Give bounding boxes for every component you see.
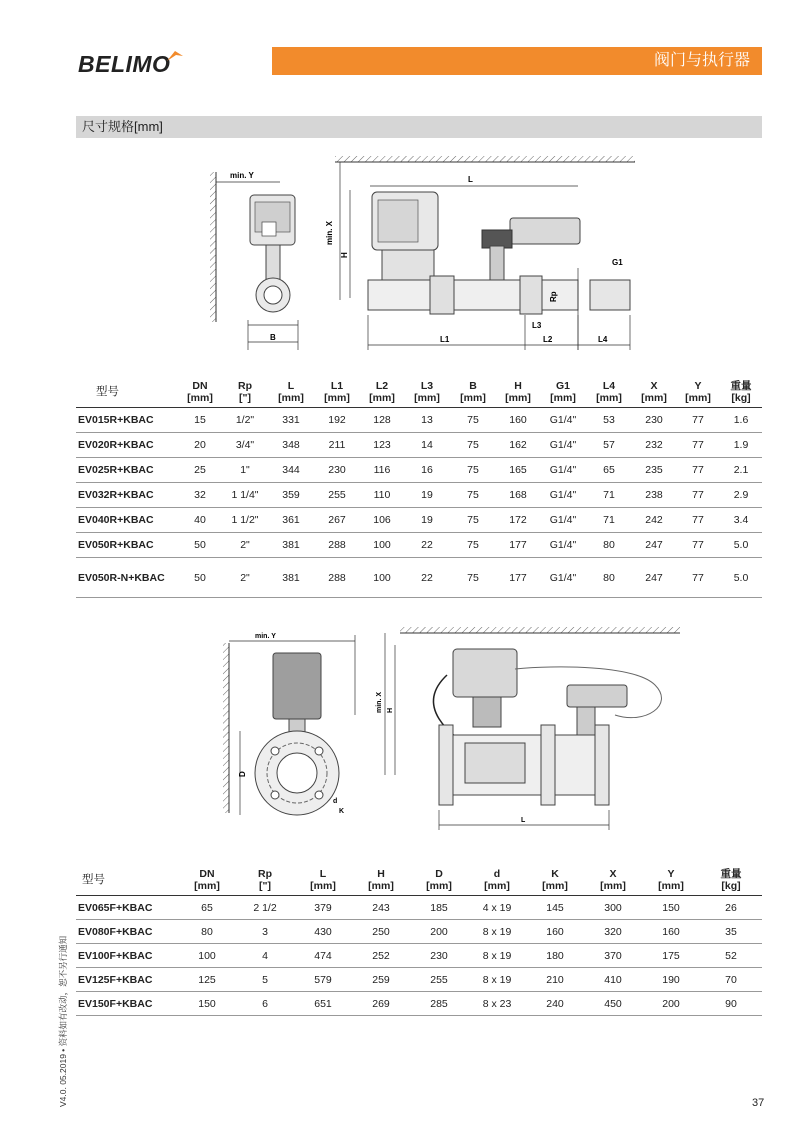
value-cell: 344 <box>268 458 314 483</box>
value-cell: 100 <box>178 944 236 968</box>
value-cell: 116 <box>360 458 404 483</box>
value-cell: 75 <box>450 433 496 458</box>
value-cell: 348 <box>268 433 314 458</box>
belimo-logo <box>78 50 184 76</box>
value-cell: 20 <box>178 433 222 458</box>
value-cell: 1 1/2" <box>222 508 268 533</box>
value-cell: 128 <box>360 408 404 433</box>
t2-h-l: L [mm] <box>294 868 352 896</box>
value-cell: 192 <box>314 408 360 433</box>
model-cell: EV125F+KBAC <box>76 968 178 992</box>
value-cell: 165 <box>496 458 540 483</box>
value-cell: 75 <box>450 458 496 483</box>
value-cell: 450 <box>584 992 642 1016</box>
ceiling-hatch-2 <box>400 627 680 633</box>
value-cell: G1/4" <box>540 433 586 458</box>
page-number: 37 <box>752 1097 765 1109</box>
table-row <box>76 896 762 920</box>
value-cell: 75 <box>450 508 496 533</box>
value-cell: 2.1 <box>720 458 762 483</box>
table2-header-row <box>76 868 762 896</box>
flange-middle <box>541 725 555 805</box>
label-b: B <box>270 333 276 342</box>
value-cell: 177 <box>496 533 540 558</box>
value-cell: G1/4" <box>540 533 586 558</box>
value-cell: 71 <box>586 508 632 533</box>
value-cell: 240 <box>526 992 584 1016</box>
value-cell: 77 <box>676 508 720 533</box>
value-cell: 14 <box>404 433 450 458</box>
t1-h-l3: L3 [mm] <box>404 380 450 408</box>
t1-h-b: B [mm] <box>450 380 496 408</box>
value-cell: 15 <box>178 408 222 433</box>
sensor-unit-2 <box>567 685 627 707</box>
value-cell: 70 <box>700 968 762 992</box>
value-cell: G1/4" <box>540 458 586 483</box>
value-cell: 8 x 19 <box>468 920 526 944</box>
model-cell: EV065F+KBAC <box>76 896 178 920</box>
table-row <box>76 408 762 433</box>
value-cell: G1/4" <box>540 408 586 433</box>
label-l3: L3 <box>532 321 542 330</box>
value-cell: 2" <box>222 558 268 598</box>
value-cell: 2 1/2 <box>236 896 294 920</box>
value-cell: 53 <box>586 408 632 433</box>
label2-h: H <box>387 707 394 713</box>
model-cell: EV050R-N+KBAC <box>76 558 178 598</box>
ceiling-hatch <box>335 156 635 162</box>
value-cell: 90 <box>700 992 762 1016</box>
flanged-valve-drawing <box>215 625 685 840</box>
value-cell: 57 <box>586 433 632 458</box>
value-cell: 100 <box>360 533 404 558</box>
model-cell: EV015R+KBAC <box>76 408 178 433</box>
value-cell: 50 <box>178 533 222 558</box>
t1-h-l1: L1 [mm] <box>314 380 360 408</box>
value-cell: 110 <box>360 483 404 508</box>
value-cell: 5.0 <box>720 558 762 598</box>
value-cell: 172 <box>496 508 540 533</box>
value-cell: 269 <box>352 992 410 1016</box>
threaded-valve-drawing <box>200 150 650 355</box>
value-cell: 4 x 19 <box>468 896 526 920</box>
value-cell: 250 <box>352 920 410 944</box>
category-banner: 阀门与执行器 <box>272 47 762 75</box>
value-cell: 267 <box>314 508 360 533</box>
value-cell: 16 <box>404 458 450 483</box>
model-cell: EV150F+KBAC <box>76 992 178 1016</box>
value-cell: 22 <box>404 533 450 558</box>
value-cell: 3.4 <box>720 508 762 533</box>
t2-h-x: X [mm] <box>584 868 642 896</box>
value-cell: 40 <box>178 508 222 533</box>
value-cell: 145 <box>526 896 584 920</box>
t2-h-h: H [mm] <box>352 868 410 896</box>
value-cell: 77 <box>676 483 720 508</box>
value-cell: G1/4" <box>540 558 586 598</box>
value-cell: 177 <box>496 558 540 598</box>
table1-model-header: 型号 <box>76 380 178 408</box>
t2-h-dn: DN [mm] <box>178 868 236 896</box>
value-cell: 162 <box>496 433 540 458</box>
value-cell: 1 1/4" <box>222 483 268 508</box>
value-cell: 50 <box>178 558 222 598</box>
label-l2: L2 <box>543 335 553 344</box>
t1-h-h: H [mm] <box>496 380 540 408</box>
value-cell: 259 <box>352 968 410 992</box>
value-cell: 13 <box>404 408 450 433</box>
flange-left <box>439 725 453 805</box>
label-h: H <box>340 252 349 258</box>
value-cell: 77 <box>676 433 720 458</box>
value-cell: G1/4" <box>540 508 586 533</box>
table-row <box>76 992 762 1016</box>
value-cell: 75 <box>450 558 496 598</box>
flanged-valve-table <box>76 868 762 1016</box>
value-cell: 288 <box>314 533 360 558</box>
label-l: L <box>468 175 473 184</box>
value-cell: 65 <box>178 896 236 920</box>
value-cell: 1" <box>222 458 268 483</box>
value-cell: 52 <box>700 944 762 968</box>
value-cell: 381 <box>268 533 314 558</box>
t1-h-dn: DN [mm] <box>178 380 222 408</box>
table-row <box>76 433 762 458</box>
value-cell: 75 <box>450 483 496 508</box>
table-row <box>76 483 762 508</box>
value-cell: 32 <box>178 483 222 508</box>
t2-h-y: Y [mm] <box>642 868 700 896</box>
table-row <box>76 968 762 992</box>
value-cell: 150 <box>178 992 236 1016</box>
flange-right <box>595 725 609 805</box>
sensor-unit <box>510 218 580 244</box>
value-cell: 168 <box>496 483 540 508</box>
t1-h-l: L [mm] <box>268 380 314 408</box>
table-row <box>76 944 762 968</box>
value-cell: 8 x 23 <box>468 992 526 1016</box>
table-row <box>76 508 762 533</box>
value-cell: 379 <box>294 896 352 920</box>
value-cell: 238 <box>632 483 676 508</box>
table1-header-row <box>76 380 762 408</box>
section-title: 尺寸规格[mm] <box>76 116 762 138</box>
t2-h-k: K [mm] <box>526 868 584 896</box>
label-g1: G1 <box>612 258 623 267</box>
value-cell: 77 <box>676 408 720 433</box>
value-cell: 65 <box>586 458 632 483</box>
t1-h-l2: L2 [mm] <box>360 380 404 408</box>
threaded-valve-table <box>76 380 762 598</box>
wall-hatch-left <box>210 172 216 322</box>
main-pipe <box>368 280 578 310</box>
label-min-x: min. X <box>325 220 334 245</box>
value-cell: 123 <box>360 433 404 458</box>
value-cell: 255 <box>410 968 468 992</box>
t1-h-rp: Rp ["] <box>222 380 268 408</box>
value-cell: 125 <box>178 968 236 992</box>
t1-h-g1: G1 [mm] <box>540 380 586 408</box>
value-cell: 2" <box>222 533 268 558</box>
value-cell: 160 <box>496 408 540 433</box>
t1-h-weight: 重量 [kg] <box>720 380 762 408</box>
value-cell: 285 <box>410 992 468 1016</box>
value-cell: 160 <box>642 920 700 944</box>
value-cell: 361 <box>268 508 314 533</box>
value-cell: 331 <box>268 408 314 433</box>
label2-min-y: min. Y <box>255 633 276 640</box>
model-cell: EV080F+KBAC <box>76 920 178 944</box>
value-cell: 381 <box>268 558 314 598</box>
table-row <box>76 920 762 944</box>
model-cell: EV040R+KBAC <box>76 508 178 533</box>
t2-h-d-big: D [mm] <box>410 868 468 896</box>
value-cell: 242 <box>632 508 676 533</box>
value-cell: 232 <box>632 433 676 458</box>
value-cell: 106 <box>360 508 404 533</box>
table2-model-header: 型号 <box>76 868 178 896</box>
model-cell: EV050R+KBAC <box>76 533 178 558</box>
t1-h-y: Y [mm] <box>676 380 720 408</box>
value-cell: 288 <box>314 558 360 598</box>
value-cell: 150 <box>642 896 700 920</box>
value-cell: 230 <box>410 944 468 968</box>
value-cell: 80 <box>586 558 632 598</box>
value-cell: 474 <box>294 944 352 968</box>
model-cell: EV020R+KBAC <box>76 433 178 458</box>
wall-hatch-left-2 <box>223 643 229 813</box>
logo-text: BELIMO <box>78 51 171 77</box>
value-cell: 19 <box>404 508 450 533</box>
value-cell: 26 <box>700 896 762 920</box>
table-row <box>76 533 762 558</box>
label2-k: K <box>339 808 345 815</box>
model-cell: EV025R+KBAC <box>76 458 178 483</box>
value-cell: 230 <box>632 408 676 433</box>
table-row <box>76 558 762 598</box>
value-cell: 247 <box>632 558 676 598</box>
value-cell: 71 <box>586 483 632 508</box>
value-cell: 19 <box>404 483 450 508</box>
value-cell: 180 <box>526 944 584 968</box>
t1-h-l4: L4 [mm] <box>586 380 632 408</box>
value-cell: 5.0 <box>720 533 762 558</box>
value-cell: 211 <box>314 433 360 458</box>
t2-h-weight: 重量 [kg] <box>700 868 762 896</box>
value-cell: 410 <box>584 968 642 992</box>
value-cell: 1.9 <box>720 433 762 458</box>
value-cell: 77 <box>676 558 720 598</box>
value-cell: G1/4" <box>540 483 586 508</box>
value-cell: 651 <box>294 992 352 1016</box>
table-row <box>76 458 762 483</box>
value-cell: 6 <box>236 992 294 1016</box>
value-cell: 3 <box>236 920 294 944</box>
label-min-y: min. Y <box>230 171 254 180</box>
value-cell: 370 <box>584 944 642 968</box>
value-cell: 2.9 <box>720 483 762 508</box>
value-cell: 175 <box>642 944 700 968</box>
t2-h-d-small: d [mm] <box>468 868 526 896</box>
value-cell: 579 <box>294 968 352 992</box>
front-actuator-2 <box>453 649 517 697</box>
value-cell: 1/2" <box>222 408 268 433</box>
value-cell: 210 <box>526 968 584 992</box>
t1-h-x: X [mm] <box>632 380 676 408</box>
value-cell: 235 <box>632 458 676 483</box>
model-cell: EV100F+KBAC <box>76 944 178 968</box>
value-cell: 35 <box>700 920 762 944</box>
value-cell: 252 <box>352 944 410 968</box>
value-cell: 247 <box>632 533 676 558</box>
label2-d-small: d <box>333 798 338 805</box>
value-cell: 80 <box>178 920 236 944</box>
side-actuator-2 <box>273 653 321 719</box>
t2-h-rp: Rp ["] <box>236 868 294 896</box>
value-cell: 22 <box>404 558 450 598</box>
value-cell: 300 <box>584 896 642 920</box>
value-cell: 185 <box>410 896 468 920</box>
value-cell: 1.6 <box>720 408 762 433</box>
label2-l: L <box>521 817 526 824</box>
value-cell: 80 <box>586 533 632 558</box>
value-cell: 243 <box>352 896 410 920</box>
value-cell: 230 <box>314 458 360 483</box>
value-cell: 190 <box>642 968 700 992</box>
value-cell: 100 <box>360 558 404 598</box>
model-cell: EV032R+KBAC <box>76 483 178 508</box>
label-rp: Rp <box>549 291 558 302</box>
version-note: V4.0. 05.2019 • 资料如有改动，恕不另行通知 <box>58 935 68 1107</box>
value-cell: 4 <box>236 944 294 968</box>
value-cell: 77 <box>676 458 720 483</box>
label-l4: L4 <box>598 335 608 344</box>
logo-wing-icon <box>166 50 184 62</box>
value-cell: 3/4" <box>222 433 268 458</box>
value-cell: 77 <box>676 533 720 558</box>
value-cell: 430 <box>294 920 352 944</box>
value-cell: 8 x 19 <box>468 944 526 968</box>
value-cell: 200 <box>410 920 468 944</box>
value-cell: 75 <box>450 533 496 558</box>
value-cell: 25 <box>178 458 222 483</box>
value-cell: 8 x 19 <box>468 968 526 992</box>
value-cell: 160 <box>526 920 584 944</box>
value-cell: 320 <box>584 920 642 944</box>
value-cell: 255 <box>314 483 360 508</box>
label2-d-big: D <box>238 771 247 777</box>
label-l1: L1 <box>440 335 450 344</box>
value-cell: 200 <box>642 992 700 1016</box>
value-cell: 359 <box>268 483 314 508</box>
value-cell: 75 <box>450 408 496 433</box>
label2-min-x: min. X <box>376 691 383 713</box>
value-cell: 5 <box>236 968 294 992</box>
